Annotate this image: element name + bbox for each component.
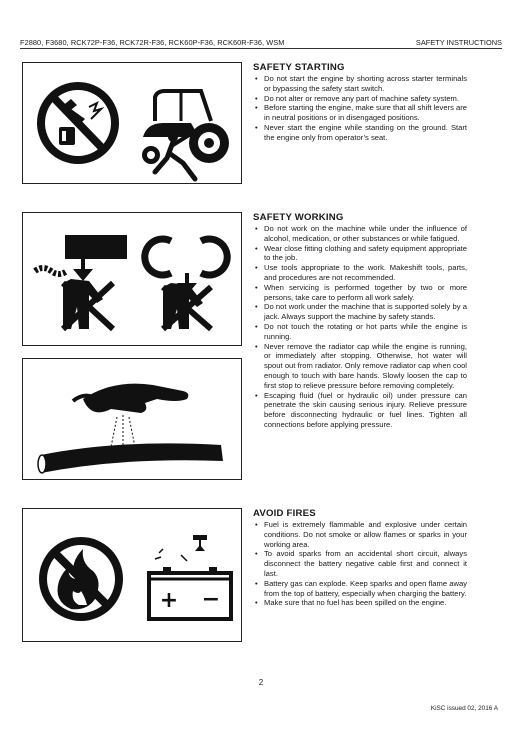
rotating-hot-parts-icon [145,239,227,329]
list-item: • Never start the engine while standing on the ground. Start the engine only from operator’s seat. [253,123,467,143]
list-item: • Do not alter or remove any part of machine safety system. [253,94,467,104]
section-title: AVOID FIRES [253,508,316,519]
issue-label: KiSC issued 02, 2016 A [430,705,498,712]
list-item: • To avoid sparks from an accidental short circuit, always disconnect the battery negative cable first and connect it last. [253,549,467,578]
page-number: 2 [258,678,264,687]
no-bypass-start-icon [37,82,119,164]
list-item: • Do not work on the machine while under the influence of alcohol, medication, or other substances or while fatigued. [253,224,467,244]
header-rule [20,48,502,49]
list-item: • Do not start the engine by shorting across starter terminals or bypassing the safety start switch. [253,74,467,94]
figure-rotating-parts [22,212,242,346]
list-item: • Never remove the radiator cap while the engine is running, or immediately after stopping. Otherwise, hot water will spout out from radiator. Only remove radiator cap when cool enough to touch with bare hands. Slowly loosen the cap to first stop to relieve pressure before removing completely. [253,342,467,391]
high-pressure-fluid-icon [38,384,223,473]
section-safety-starting [253,62,467,143]
no-fire-icon [39,537,123,621]
section-avoid-fires [253,508,467,608]
list-item: • Escaping fluid (fuel or hydraulic oil) under pressure can penetrate the skin causing serious injury. Relieve pressure before disconnecting hydraulic or fuel lines. Tighten all connections before applying pressure. [253,391,467,430]
list-item: • Do not work under the machine that is supported solely by a jack. Always support the machine by safety stands. [253,302,467,322]
list-item: • When servicing is performed together by two or more persons, take care to perform all work safely. [253,283,467,303]
entanglement-icon [35,235,127,329]
battery-minus-sign: − [201,587,221,612]
list-item: • Fuel is extremely flammable and explosive under certain conditions. Do not smoke or allow flames or sparks in your working area. [253,520,467,549]
section-title: SAFETY STARTING [253,62,345,73]
list-item: • Make sure that no fuel has been spilled on the engine. [253,598,467,608]
figure-safety-starting [22,62,242,184]
section-title: SAFETY WORKING [253,212,344,223]
list-item: • Use tools appropriate to the work. Makeshift tools, parts, and procedures are not recommended. [253,263,467,283]
battery-plus-sign: + [159,588,179,613]
list-item: • Do not touch the rotating or hot parts while the engine is running. [253,322,467,342]
list-item: • Wear close fitting clothing and safety equipment appropriate to the job. [253,244,467,264]
list-item: • Battery gas can explode. Keep sparks and open flame away from the top of battery, especially when charging the battery. [253,579,467,599]
section-safety-working [253,212,467,430]
header-model-list: F2880, F3680, RCK72P-F36, RCK72R-F36, RCK60P-F36, RCK60R-F36, WSM [20,38,285,47]
figure-avoid-fires [22,508,242,642]
header-section-title: SAFETY INSTRUCTIONS [415,38,502,47]
list-item: • Before starting the engine, make sure that all shift levers are in neutral positions or in disengaged positions. [253,103,467,123]
figure-escaping-fluid [22,358,242,480]
tractor-runover-icon [142,91,229,179]
